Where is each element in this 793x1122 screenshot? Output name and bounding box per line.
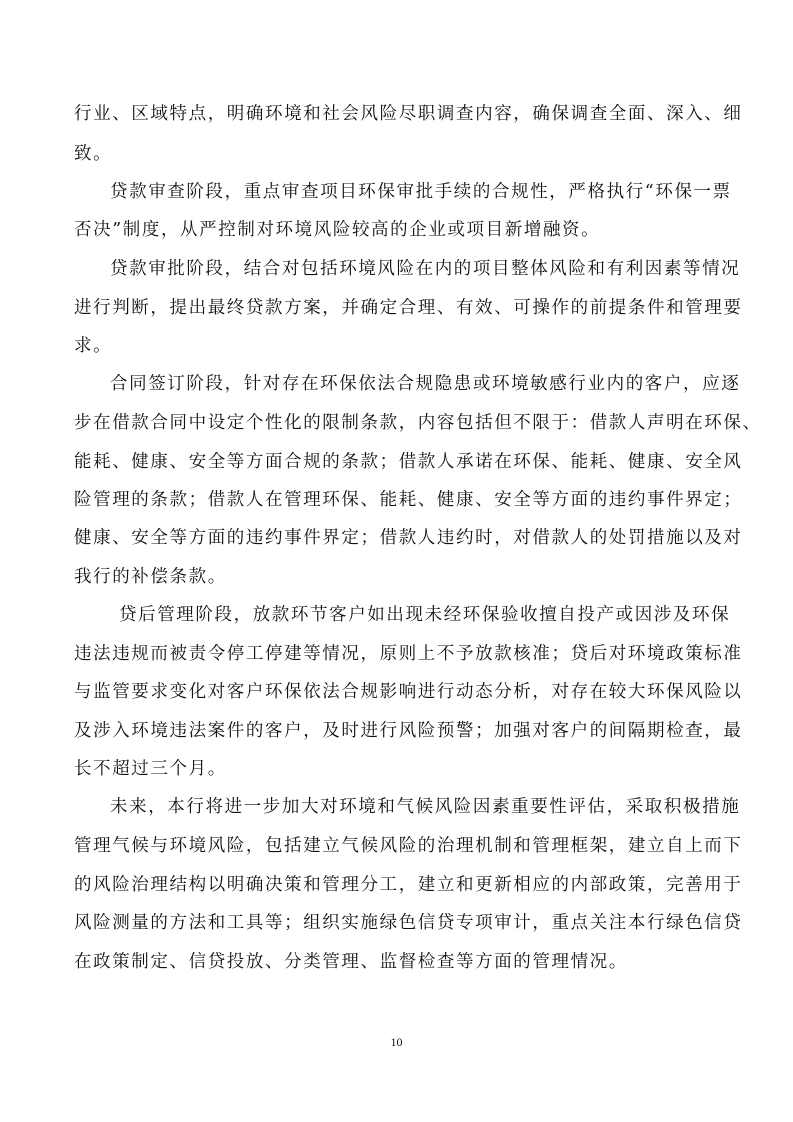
paragraph-loan-approval-line-2: 进行判断，提出最终贷款方案，并确定合理、有效、可操作的前提条件和管理要 xyxy=(74,298,743,318)
paragraph-future-plans-line-1: 未来，本行将进一步加大对环境和气候风险因素重要性评估，采取积极措施 xyxy=(110,797,741,817)
paragraph-contract-signing-line-6: 我行的补偿条款。 xyxy=(74,567,227,587)
paragraph-contract-signing-line-1: 合同签订阶段，针对存在环保依法合规隐患或环境敏感行业内的客户，应逐 xyxy=(110,374,741,394)
paragraph-contract-signing-line-2: 步在借款合同中设定个性化的限制条款，内容包括但不限于：借款人声明在环保、 xyxy=(74,413,762,433)
paragraph-loan-review-line-2: 否决”制度，从严控制对环境风险较高的企业或项目新增融资。 xyxy=(74,220,601,240)
paragraph-loan-approval-line-1: 贷款审批阶段，结合对包括环境风险在内的项目整体风险和有利因素等情况 xyxy=(110,259,741,279)
page-number: 10 xyxy=(390,1035,403,1049)
paragraph-post-loan-line-3: 与监管要求变化对客户环保依法合规影响进行动态分析，对存在较大环保风险以 xyxy=(74,682,743,702)
paragraph-post-loan-line-1: 贷后管理阶段，放款环节客户如出现未经环保验收擅自投产或因涉及环保 xyxy=(119,605,731,625)
paragraph-due-diligence-line-2: 致。 xyxy=(74,144,113,164)
paragraph-post-loan-line-5: 长不超过三个月。 xyxy=(74,759,227,779)
paragraph-contract-signing-line-5: 健康、安全等方面的违约事件界定；借款人违约时，对借款人的处罚措施以及对 xyxy=(74,528,743,548)
paragraph-future-plans-line-5: 在政策制定、信贷投放、分类管理、监督检查等方面的管理情况。 xyxy=(74,952,628,972)
paragraph-future-plans-line-2: 管理气候与环境风险，包括建立气候风险的治理机制和管理框架，建立自上而下 xyxy=(74,836,743,856)
paragraph-post-loan-line-2: 违法违规而被责令停工停建等情况，原则上不予放款核准；贷后对环境政策标准 xyxy=(74,644,743,664)
paragraph-loan-approval-line-3: 求。 xyxy=(74,336,113,356)
paragraph-post-loan-line-4: 及涉入环境违法案件的客户，及时进行风险预警；加强对客户的间隔期检查，最 xyxy=(74,721,743,741)
paragraph-loan-review-line-1: 贷款审查阶段，重点审查项目环保审批手续的合规性，严格执行“环保一票 xyxy=(110,182,732,202)
paragraph-future-plans-line-4: 风险测量的方法和工具等；组织实施绿色信贷专项审计，重点关注本行绿色信贷 xyxy=(74,913,743,933)
paragraph-contract-signing-line-3: 能耗、健康、安全等方面合规的条款；借款人承诺在环保、能耗、健康、安全风 xyxy=(74,452,743,472)
paragraph-contract-signing-line-4: 险管理的条款；借款人在管理环保、能耗、健康、安全等方面的违约事件界定； xyxy=(74,490,743,510)
paragraph-future-plans-line-3: 的风险治理结构以明确决策和管理分工，建立和更新相应的内部政策，完善用于 xyxy=(74,875,743,895)
paragraph-due-diligence-line-1: 行业、区域特点，明确环境和社会风险尽职调查内容，确保调查全面、深入、细 xyxy=(74,104,743,124)
